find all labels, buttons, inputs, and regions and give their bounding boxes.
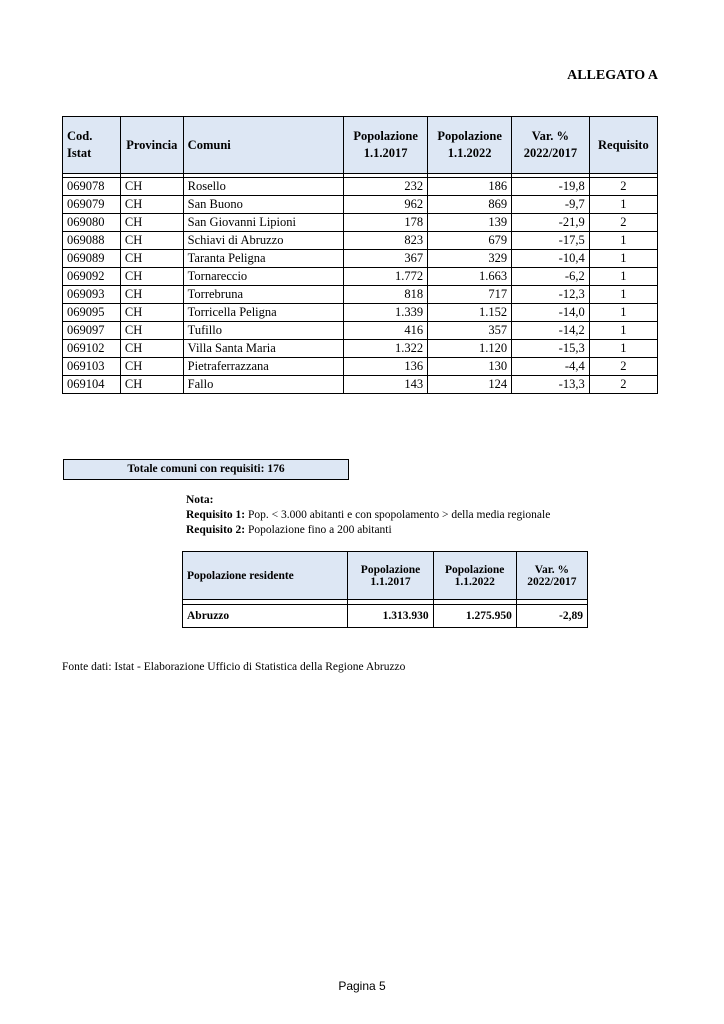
cell-pop-2022: 717 <box>428 286 512 304</box>
cell-requisito: 2 <box>589 214 657 232</box>
table-row <box>63 178 658 196</box>
cell-comune: Tornareccio <box>183 268 343 286</box>
cell-var: -10,4 <box>512 250 590 268</box>
cell-requisito: 1 <box>589 196 657 214</box>
cell-cod-istat: 069097 <box>63 322 121 340</box>
cell-var: -14,0 <box>512 304 590 322</box>
cell-pop-2017: 818 <box>344 286 428 304</box>
cell-pop-2017: 962 <box>344 196 428 214</box>
table-row <box>63 322 658 340</box>
pop-value-2017: 1.313.930 <box>348 605 433 628</box>
cell-cod-istat: 069104 <box>63 376 121 394</box>
cell-requisito: 1 <box>589 268 657 286</box>
cell-provincia: CH <box>120 268 183 286</box>
col-cod-istat: Cod. Istat <box>63 117 121 174</box>
cell-provincia: CH <box>120 196 183 214</box>
comuni-table <box>62 116 658 394</box>
cell-var: -14,2 <box>512 322 590 340</box>
nota-requisito-1: Requisito 1: Pop. < 3.000 abitanti e con spopolamento > della media regionale <box>186 509 551 521</box>
cell-comune: Torrebruna <box>183 286 343 304</box>
cell-comune: Tufillo <box>183 322 343 340</box>
cell-requisito: 1 <box>589 286 657 304</box>
table-row <box>63 358 658 376</box>
cell-var: -12,3 <box>512 286 590 304</box>
cell-pop-2017: 178 <box>344 214 428 232</box>
cell-cod-istat: 069089 <box>63 250 121 268</box>
table-row <box>63 340 658 358</box>
cell-requisito: 1 <box>589 232 657 250</box>
cell-provincia: CH <box>120 286 183 304</box>
pop-value-2022: 1.275.950 <box>433 605 516 628</box>
popolazione-residente-table <box>182 551 588 628</box>
cell-pop-2017: 823 <box>344 232 428 250</box>
cell-comune: Fallo <box>183 376 343 394</box>
cell-requisito: 1 <box>589 304 657 322</box>
cell-pop-2022: 357 <box>428 322 512 340</box>
cell-comune: San Buono <box>183 196 343 214</box>
cell-comune: Torricella Peligna <box>183 304 343 322</box>
pop-col-2022: Popolazione 1.1.2022 <box>433 552 516 600</box>
table-row <box>63 304 658 322</box>
cell-pop-2022: 1.120 <box>428 340 512 358</box>
pop-col-var: Var. % 2022/2017 <box>516 552 587 600</box>
page-number: Pagina 5 <box>338 979 386 993</box>
cell-provincia: CH <box>120 322 183 340</box>
col-pop-2022: Popolazione 1.1.2022 <box>428 117 512 174</box>
allegato-heading: ALLEGATO A <box>567 68 658 83</box>
pop-header-row <box>183 552 588 600</box>
cell-comune: Rosello <box>183 178 343 196</box>
cell-pop-2017: 136 <box>344 358 428 376</box>
nota-title: Nota: <box>186 494 214 506</box>
table-row <box>63 268 658 286</box>
cell-var: -21,9 <box>512 214 590 232</box>
cell-pop-2017: 1.772 <box>344 268 428 286</box>
cell-cod-istat: 069088 <box>63 232 121 250</box>
pop-col-2017: Popolazione 1.1.2017 <box>348 552 433 600</box>
cell-requisito: 2 <box>589 358 657 376</box>
cell-provincia: CH <box>120 304 183 322</box>
cell-cod-istat: 069078 <box>63 178 121 196</box>
cell-pop-2017: 232 <box>344 178 428 196</box>
col-pop-2017: Popolazione 1.1.2017 <box>344 117 428 174</box>
table-row <box>63 286 658 304</box>
cell-cod-istat: 069095 <box>63 304 121 322</box>
cell-provincia: CH <box>120 340 183 358</box>
col-comuni: Comuni <box>183 117 343 174</box>
cell-cod-istat: 069093 <box>63 286 121 304</box>
pop-region: Abruzzo <box>183 605 348 628</box>
cell-var: -15,3 <box>512 340 590 358</box>
cell-requisito: 1 <box>589 322 657 340</box>
cell-var: -17,5 <box>512 232 590 250</box>
cell-var: -13,3 <box>512 376 590 394</box>
pop-data-row <box>183 605 588 628</box>
cell-pop-2017: 143 <box>344 376 428 394</box>
table-row <box>63 196 658 214</box>
table-header-row <box>63 117 658 174</box>
cell-requisito: 2 <box>589 376 657 394</box>
table-row <box>63 232 658 250</box>
cell-var: -6,2 <box>512 268 590 286</box>
table-row <box>63 376 658 394</box>
cell-pop-2022: 1.663 <box>428 268 512 286</box>
cell-var: -19,8 <box>512 178 590 196</box>
cell-cod-istat: 069079 <box>63 196 121 214</box>
cell-pop-2022: 869 <box>428 196 512 214</box>
pop-value-var: -2,89 <box>516 605 587 628</box>
cell-requisito: 1 <box>589 340 657 358</box>
cell-pop-2017: 1.339 <box>344 304 428 322</box>
cell-pop-2017: 1.322 <box>344 340 428 358</box>
cell-cod-istat: 069103 <box>63 358 121 376</box>
cell-cod-istat: 069080 <box>63 214 121 232</box>
col-provincia: Provincia <box>120 117 183 174</box>
col-var: Var. % 2022/2017 <box>512 117 590 174</box>
cell-pop-2017: 416 <box>344 322 428 340</box>
cell-comune: Schiavi di Abruzzo <box>183 232 343 250</box>
cell-pop-2022: 124 <box>428 376 512 394</box>
pop-col-label: Popolazione residente <box>183 552 348 600</box>
cell-cod-istat: 069102 <box>63 340 121 358</box>
cell-comune: Villa Santa Maria <box>183 340 343 358</box>
cell-comune: San Giovanni Lipioni <box>183 214 343 232</box>
cell-requisito: 2 <box>589 178 657 196</box>
cell-var: -4,4 <box>512 358 590 376</box>
cell-requisito: 1 <box>589 250 657 268</box>
totale-comuni-box: Totale comuni con requisiti: 176 <box>63 459 349 480</box>
cell-pop-2017: 367 <box>344 250 428 268</box>
cell-provincia: CH <box>120 358 183 376</box>
cell-cod-istat: 069092 <box>63 268 121 286</box>
fonte-dati: Fonte dati: Istat - Elaborazione Ufficio di Statistica della Regione Abruzzo <box>62 661 406 673</box>
cell-comune: Pietraferrazzana <box>183 358 343 376</box>
cell-pop-2022: 139 <box>428 214 512 232</box>
cell-pop-2022: 186 <box>428 178 512 196</box>
nota-requisito-2: Requisito 2: Popolazione fino a 200 abitanti <box>186 524 392 536</box>
cell-provincia: CH <box>120 232 183 250</box>
cell-provincia: CH <box>120 250 183 268</box>
col-requisito: Requisito <box>589 117 657 174</box>
cell-provincia: CH <box>120 178 183 196</box>
cell-provincia: CH <box>120 214 183 232</box>
cell-comune: Taranta Peligna <box>183 250 343 268</box>
cell-pop-2022: 130 <box>428 358 512 376</box>
table-row <box>63 250 658 268</box>
cell-pop-2022: 1.152 <box>428 304 512 322</box>
cell-pop-2022: 329 <box>428 250 512 268</box>
nota-block <box>186 493 550 538</box>
table-row <box>63 214 658 232</box>
cell-provincia: CH <box>120 376 183 394</box>
cell-var: -9,7 <box>512 196 590 214</box>
cell-pop-2022: 679 <box>428 232 512 250</box>
